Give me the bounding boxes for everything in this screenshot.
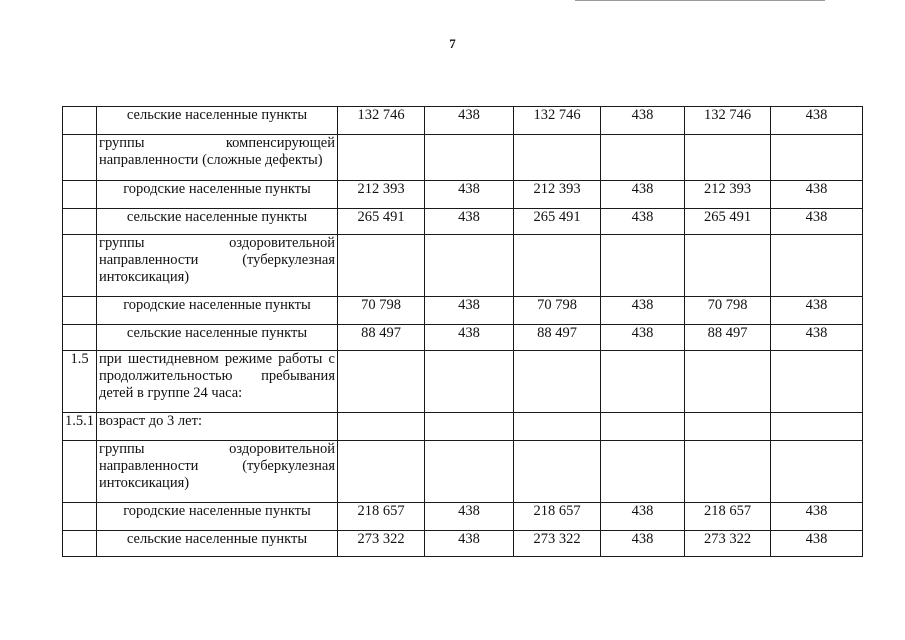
- row-index: [63, 325, 97, 351]
- value-cell: 212 393: [514, 181, 601, 209]
- value-cell: [685, 235, 771, 297]
- value-cell: [425, 351, 514, 413]
- value-cell: 438: [771, 297, 863, 325]
- value-cell: [685, 135, 771, 181]
- value-cell: [338, 135, 425, 181]
- value-cell: [338, 351, 425, 413]
- row-index: [63, 297, 97, 325]
- value-cell: 132 746: [514, 107, 601, 135]
- value-cell: 438: [601, 181, 685, 209]
- value-cell: 438: [601, 209, 685, 235]
- value-cell: 438: [425, 209, 514, 235]
- value-cell: 438: [601, 107, 685, 135]
- value-cell: 438: [425, 297, 514, 325]
- row-description: городские населенные пункты: [97, 503, 338, 531]
- value-cell: 273 322: [685, 531, 771, 557]
- table-row: [63, 351, 863, 413]
- value-cell: [771, 235, 863, 297]
- value-cell: [771, 135, 863, 181]
- value-cell: 70 798: [514, 297, 601, 325]
- value-cell: 438: [771, 531, 863, 557]
- row-description: возраст до 3 лет:: [97, 413, 338, 441]
- value-cell: [514, 135, 601, 181]
- value-cell: [601, 235, 685, 297]
- table-row: [63, 297, 863, 325]
- value-cell: 273 322: [338, 531, 425, 557]
- row-description: городские населенные пункты: [97, 297, 338, 325]
- table-row: [63, 503, 863, 531]
- value-cell: [771, 351, 863, 413]
- value-cell: [601, 135, 685, 181]
- value-cell: 438: [425, 325, 514, 351]
- value-cell: 212 393: [685, 181, 771, 209]
- scan-edge-line: [575, 0, 825, 1]
- value-cell: 438: [601, 325, 685, 351]
- value-cell: 88 497: [685, 325, 771, 351]
- value-cell: 70 798: [338, 297, 425, 325]
- value-cell: 265 491: [685, 209, 771, 235]
- row-description: при шестидневном режиме работы с продолжительностью пребывания детей в группе 24 часа:: [97, 351, 338, 413]
- value-cell: [771, 413, 863, 441]
- value-cell: [425, 441, 514, 503]
- value-cell: 70 798: [685, 297, 771, 325]
- table-row: [63, 413, 863, 441]
- value-cell: [601, 413, 685, 441]
- table-row: [63, 181, 863, 209]
- value-cell: [601, 441, 685, 503]
- row-description: группы компенсирующей направленности (сложные дефекты): [97, 135, 338, 181]
- table-row: [63, 209, 863, 235]
- row-description: сельские населенные пункты: [97, 107, 338, 135]
- value-cell: [514, 351, 601, 413]
- value-cell: [338, 235, 425, 297]
- value-cell: 438: [771, 181, 863, 209]
- table-row: [63, 135, 863, 181]
- tariff-table: [62, 106, 863, 557]
- row-index: [63, 209, 97, 235]
- row-index: [63, 235, 97, 297]
- value-cell: 265 491: [514, 209, 601, 235]
- value-cell: 88 497: [514, 325, 601, 351]
- value-cell: [425, 413, 514, 441]
- value-cell: 218 657: [514, 503, 601, 531]
- value-cell: [338, 413, 425, 441]
- row-index: [63, 531, 97, 557]
- row-description: сельские населенные пункты: [97, 531, 338, 557]
- value-cell: 438: [771, 107, 863, 135]
- row-index: [63, 107, 97, 135]
- row-description: сельские населенные пункты: [97, 209, 338, 235]
- value-cell: [685, 413, 771, 441]
- value-cell: 265 491: [338, 209, 425, 235]
- value-cell: [425, 135, 514, 181]
- value-cell: [685, 351, 771, 413]
- row-index: 1.5.1: [63, 413, 97, 441]
- value-cell: 438: [771, 503, 863, 531]
- row-description: сельские населенные пункты: [97, 325, 338, 351]
- value-cell: 88 497: [338, 325, 425, 351]
- table-body: [63, 107, 863, 557]
- value-cell: [514, 413, 601, 441]
- value-cell: 438: [425, 503, 514, 531]
- row-index: [63, 181, 97, 209]
- row-index: [63, 503, 97, 531]
- row-description: группы оздоровительной направленности (туберкулезная интоксикация): [97, 235, 338, 297]
- table-row: [63, 325, 863, 351]
- row-description: группы оздоровительной направленности (туберкулезная интоксикация): [97, 441, 338, 503]
- value-cell: 132 746: [685, 107, 771, 135]
- value-cell: 273 322: [514, 531, 601, 557]
- table-row: [63, 107, 863, 135]
- value-cell: 212 393: [338, 181, 425, 209]
- value-cell: 132 746: [338, 107, 425, 135]
- value-cell: 438: [425, 107, 514, 135]
- table-row: [63, 531, 863, 557]
- value-cell: [514, 441, 601, 503]
- page-number: 7: [449, 36, 456, 51]
- value-cell: [601, 351, 685, 413]
- row-index: [63, 441, 97, 503]
- row-index: 1.5: [63, 351, 97, 413]
- table-row: [63, 235, 863, 297]
- value-cell: 438: [601, 503, 685, 531]
- row-index: [63, 135, 97, 181]
- value-cell: [425, 235, 514, 297]
- value-cell: 438: [771, 209, 863, 235]
- value-cell: [514, 235, 601, 297]
- value-cell: 438: [601, 297, 685, 325]
- value-cell: 438: [771, 325, 863, 351]
- value-cell: [685, 441, 771, 503]
- value-cell: 438: [425, 181, 514, 209]
- table-row: [63, 441, 863, 503]
- value-cell: [771, 441, 863, 503]
- value-cell: 438: [425, 531, 514, 557]
- row-description: городские населенные пункты: [97, 181, 338, 209]
- value-cell: 438: [601, 531, 685, 557]
- value-cell: 218 657: [338, 503, 425, 531]
- value-cell: [338, 441, 425, 503]
- value-cell: 218 657: [685, 503, 771, 531]
